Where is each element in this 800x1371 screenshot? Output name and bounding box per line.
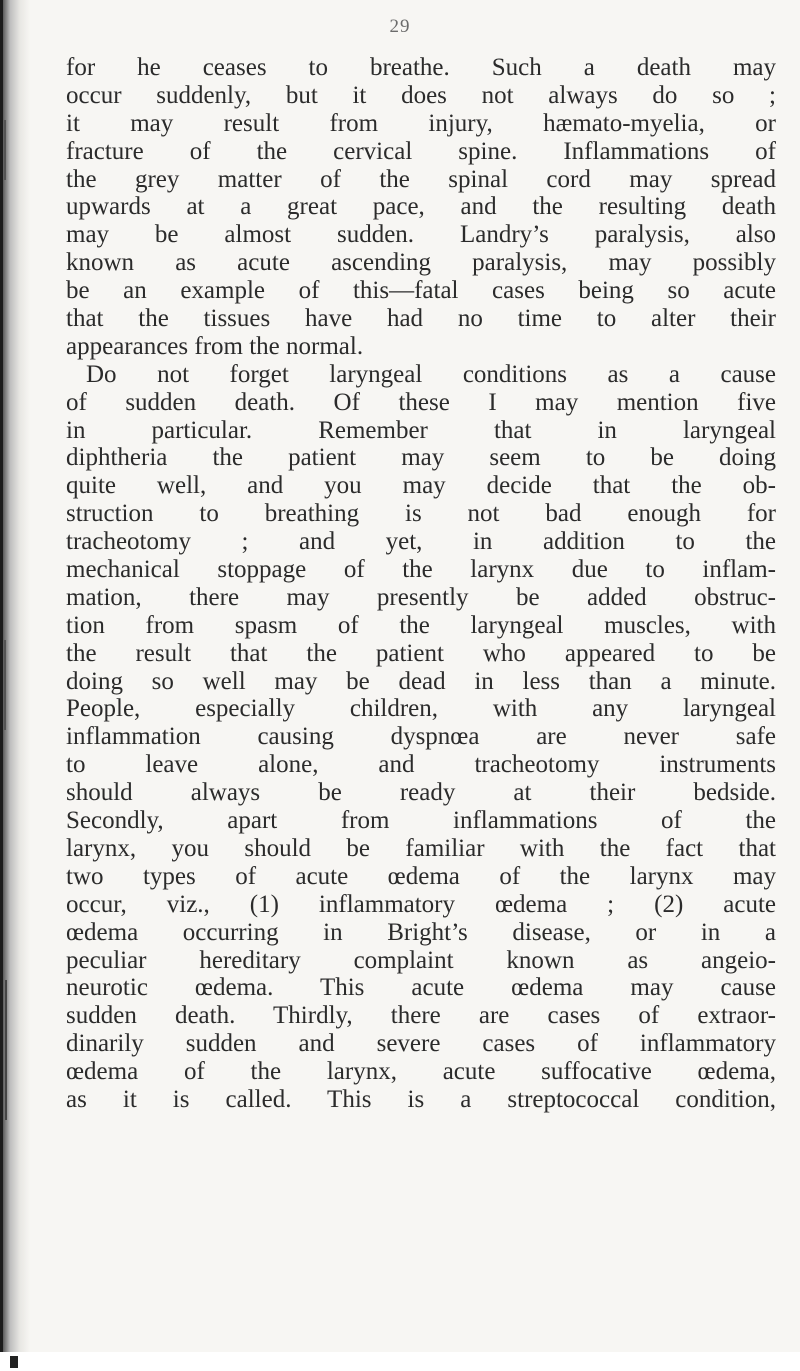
text-line: struction to breathing is not bad enough for (66, 500, 776, 528)
text-line: the grey matter of the spinal cord may spread (66, 165, 776, 193)
text-line: tracheotomy ; and yet, in addition to the (66, 528, 776, 556)
text-line: be an example of this—fatal cases being so acute (66, 277, 776, 305)
text-line: diphtheria the patient may seem to be doing (66, 444, 776, 472)
text-line: Do not forget laryngeal conditions as a cause (86, 360, 776, 388)
text-line: occur, viz., (1) inflammatory œdema ; (2) acute (66, 890, 776, 918)
page-bottom-edge (0, 1352, 800, 1371)
binding-corner-mark (10, 1356, 18, 1368)
text-line: two types of acute œdema of the larynx may (66, 862, 776, 890)
text-line: tion from spasm of the laryngeal muscles, with (66, 611, 776, 639)
text-line: mechanical stoppage of the larynx due to inflam- (66, 556, 776, 584)
text-line: dinarily sudden and severe cases of inflammatory (66, 1030, 776, 1058)
text-line: œdema occurring in Bright’s disease, or in a (66, 918, 776, 946)
text-line: neurotic œdema. This acute œdema may cause (66, 974, 776, 1002)
text-line: that the tissues have had no time to alter their (66, 305, 776, 333)
text-line: should always be ready at their bedside. (66, 779, 776, 807)
text-line: the result that the patient who appeared to be (66, 639, 776, 667)
text-line: appearances from the normal. (66, 332, 364, 360)
text-line: occur suddenly, but it does not always do so ; (66, 81, 776, 109)
text-line: it may result from injury, hæmato-myelia, or (66, 109, 776, 137)
text-line: larynx, you should be familiar with the fact that (66, 834, 776, 862)
binding-edge-marks (0, 0, 30, 1371)
text-line: may be almost sudden. Landry’s paralysis, also (66, 221, 776, 249)
text-line: as it is called. This is a streptococcal condition, (66, 1085, 776, 1113)
text-line: peculiar hereditary complaint known as angeio- (66, 946, 776, 974)
text-line: mation, there may presently be added obstruc- (66, 583, 776, 611)
text-line: People, especially children, with any laryngeal (66, 695, 776, 723)
text-line: for he ceases to breathe. Such a death may (66, 54, 776, 81)
text-line: Secondly, apart from inflammations of the (66, 807, 776, 835)
page-number: 29 (389, 16, 411, 37)
body-text (66, 54, 776, 1114)
text-line: known as acute ascending paralysis, may possibly (66, 249, 776, 277)
text-line: upwards at a great pace, and the resulting death (66, 193, 776, 221)
text-line: doing so well may be dead in less than a minute. (66, 667, 776, 695)
text-line: sudden death. Thirdly, there are cases of extraor- (66, 1002, 776, 1030)
text-line: fracture of the cervical spine. Inflammations of (66, 137, 776, 165)
text-line: inflammation causing dyspnœa are never safe (66, 723, 776, 751)
text-line: œdema of the larynx, acute suffocative œdema, (66, 1058, 776, 1086)
text-line: of sudden death. Of these I may mention five (66, 388, 776, 416)
text-line: to leave alone, and tracheotomy instruments (66, 751, 776, 779)
text-line: in particular. Remember that in laryngeal (66, 416, 776, 444)
text-line: quite well, and you may decide that the ob- (66, 472, 776, 500)
